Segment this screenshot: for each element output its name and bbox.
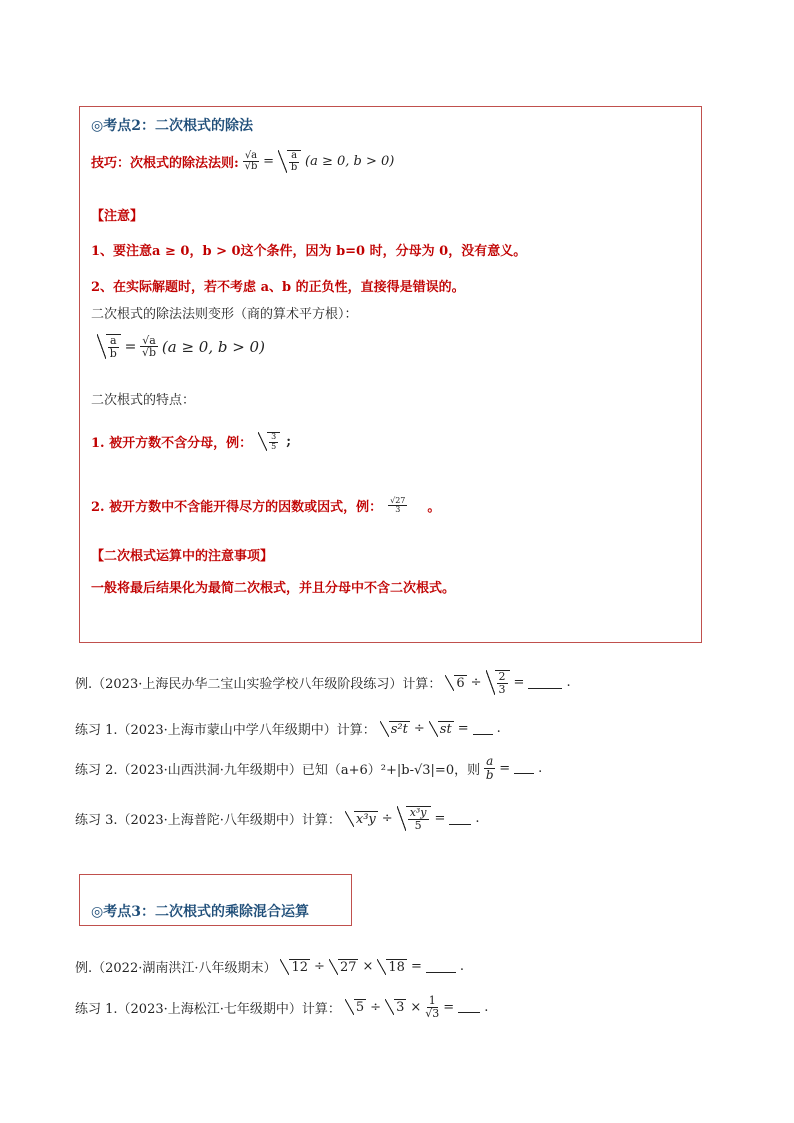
exercise-text: 练习 1.（2023·上海市蒙山中学八年级期中）计算： xyxy=(75,723,376,738)
tip-formula-right: $\frac{a}{b}$ xyxy=(278,150,301,173)
feature2-end: 。 xyxy=(427,500,441,515)
note-heading: 【注意】 xyxy=(91,209,144,224)
exercise-text: 练习 3.（2023·上海普陀·八年级期中）计算： xyxy=(75,813,341,829)
tip-label: 技巧：次根式的除法法则: xyxy=(91,156,239,171)
exercise-row: 例.（2022·湖南洪江·八年级期末） 12 ÷ 27 × 18 = . xyxy=(75,959,464,976)
feature1: 1. 被开方数不含分母，例： $\frac{3}{5}$ ; xyxy=(91,432,292,451)
features-heading: 二次根式的特点： xyxy=(91,393,196,408)
exercise-row: 练习 3.（2023·上海普陀·八年级期中）计算： x³y ÷ $\frac{\text{x³y}}{5}$ = . xyxy=(75,806,480,832)
note1: 1、要注意a ≥ 0，b > 0这个条件，因为 b=0 时，分母为 0，没有意义。 xyxy=(91,244,527,259)
exercise-text: 例.（2022·湖南洪江·八年级期末） xyxy=(75,961,277,976)
exercise-text: 练习 1.（2023·上海松江·七年级期中）计算： xyxy=(75,1001,341,1017)
exercise-row: 练习 1.（2023·上海松江·七年级期中）计算： 5 ÷ 3 × $\frac{1}{√3}$ = . xyxy=(75,994,489,1020)
section2-title: ◎考点2：二次根式的除法 xyxy=(91,118,253,134)
variant-condition: (a ≥ 0, b > 0) xyxy=(161,337,265,356)
section3-title: ◎考点3：二次根式的乘除混合运算 xyxy=(91,904,309,920)
tip-line: 技巧：次根式的除法法则: $\frac{√a}{√b}$ = $\frac{a}{b}$ (a ≥ 0, b > 0) xyxy=(91,149,395,173)
variant-formula: $\frac{a}{b}$ = $\frac{√a}{√b}$ (a ≥ 0, b > 0) xyxy=(97,334,265,359)
exercise-row: 例.（2023·上海民办华二宝山实验学校八年级阶段练习）计算： 6 ÷ $\frac{2}{3}$ = . xyxy=(75,670,571,696)
variant-heading: 二次根式的除法法则变形（商的算术平方根）： xyxy=(91,307,358,322)
feature1-text: 1. 被开方数不含分母，例： xyxy=(91,436,253,451)
ops-heading: 【二次根式运算中的注意事项】 xyxy=(91,549,274,564)
tip-condition: (a ≥ 0, b > 0) xyxy=(305,154,395,169)
exercise-text: 例.（2023·上海民办华二宝山实验学校八年级阶段练习）计算： xyxy=(75,677,442,693)
feature2: 2. 被开方数中不含能开得尽方的因数或因式，例： $\frac{√27}{3}$ 。 xyxy=(91,495,441,515)
tip-formula-left: $\frac{√a}{√b}$ xyxy=(244,149,258,172)
note2: 2、在实际解题时，若不考虑 a、b 的正负性，直接得是错误的。 xyxy=(91,280,465,295)
exercise-row: 练习 1.（2023·上海市蒙山中学八年级期中）计算： s²t ÷ st = . xyxy=(75,721,501,738)
exercise-text: 练习 2.（2023·山西洪洞·九年级期中）已知（a+6）²+|b-√3|=0，则 xyxy=(75,762,481,778)
ops-text: 一般将最后结果化为最简二次根式，并且分母中不含二次根式。 xyxy=(91,581,456,596)
exercise-row: 练习 2.（2023·山西洪洞·九年级期中）已知（a+6）²+|b-√3|=0，则 $\frac{a}{b}$ = . xyxy=(75,754,543,782)
feature2-text: 2. 被开方数中不含能开得尽方的因数或因式，例： xyxy=(91,500,383,515)
